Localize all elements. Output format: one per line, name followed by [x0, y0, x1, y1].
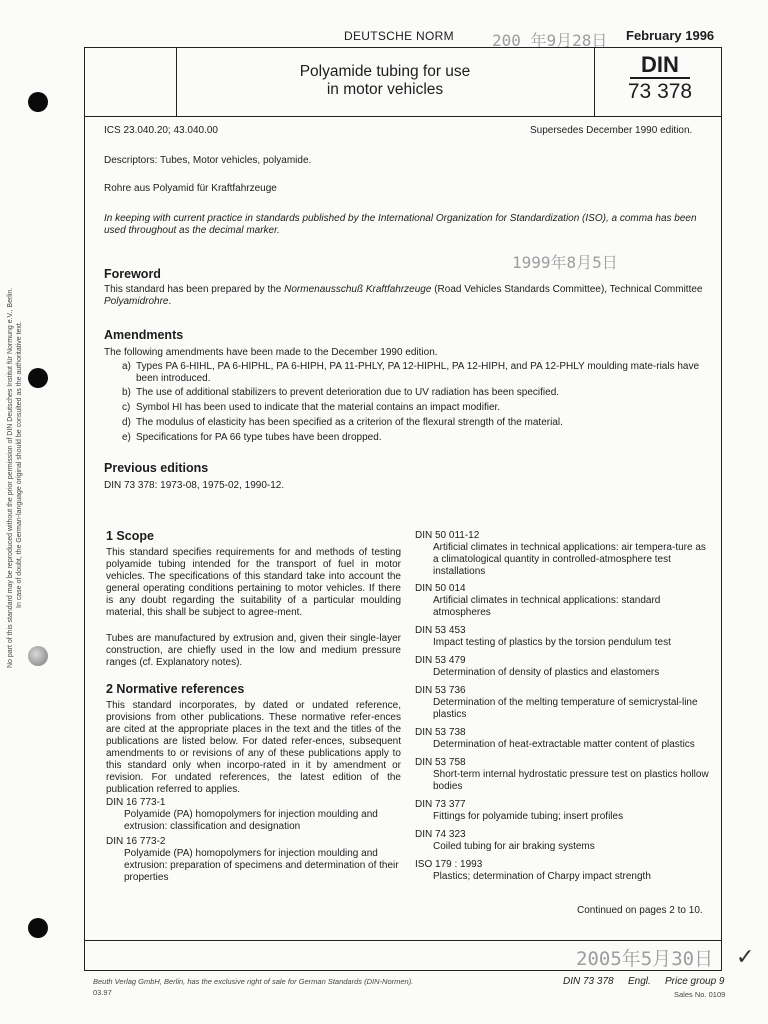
reference-code: DIN 16 773-2 [106, 836, 166, 847]
amendment-text: Types PA 6-HIHL, PA 6-HIPHL, PA 6-HIPH, PA 11-PHLY, PA 12-HIPHL, PA 12-HIPH, and PA 12-PHLY moulding mate-rials have been introduced. [136, 361, 700, 384]
iso-decimal-note: In keeping with current practice in standards published by the International Organization for Standardization (ISO), a comma has been used throughout as the decimal marker. [104, 213, 697, 236]
list-marker: e) [122, 432, 131, 443]
continuation-note: Continued on pages 2 to 10. [577, 905, 703, 916]
normative-references-heading: 2 Normative references [106, 682, 245, 696]
reference-din-50011-12 [415, 530, 710, 578]
german-title: Rohre aus Polyamid für Kraftfahrzeuge [104, 183, 277, 194]
reference-title: Determination of the melting temperature of semicrystal-line plastics [433, 697, 698, 720]
list-marker: a) [122, 361, 131, 372]
reference-din-53453 [415, 625, 710, 649]
received-stamp-bottom: 2005年5月30日 [576, 948, 714, 970]
reference-din-53758 [415, 757, 710, 793]
reference-code: DIN 53 479 [415, 655, 466, 666]
normative-references-intro: This standard incorporates, by dated or undated reference, provisions from other publications. These normative refer-ences are cited at the appropriate places in the text and the titles of the publications are listed below. For dated refer-ences, subsequent amendments to or revisions of any of these publications apply to this standard only when incorpo-rated in it by amendment or revision. For undated references, the latest edition of the publication referred to applies. [106, 700, 401, 795]
amendment-text: The modulus of elasticity has been specified as a criterion of the flexural strength of the material. [136, 417, 563, 428]
reference-title: Impact testing of plastics by the torsion pendulum test [433, 637, 671, 648]
reference-din-16773-1 [106, 797, 401, 833]
document-title: Polyamide tubing for use in motor vehicles [299, 63, 471, 98]
reference-din-53738 [415, 727, 710, 751]
footer-rule [84, 940, 722, 941]
reference-title: Coiled tubing for air braking systems [433, 841, 595, 852]
side-copyright-notice: No part of this standard may be reproduced without the prior permission of DIN Deutsches Institut für Normung e.V., Berlin. In case of doubt, the German-language original should be consulted as the authoritative text. [7, 287, 23, 668]
reference-title: Fittings for polyamide tubing; insert profiles [433, 811, 624, 822]
language-mark: Engl. [628, 976, 651, 987]
reference-code: DIN 50 014 [415, 583, 466, 594]
reference-din-73377 [415, 799, 710, 823]
list-marker: b) [122, 387, 131, 398]
previous-editions-text: DIN 73 378: 1973-08, 1975-02, 1990-12. [104, 480, 285, 491]
scope-heading: 1 Scope [106, 529, 154, 543]
reference-code: DIN 73 377 [415, 799, 466, 810]
binder-hole-3 [28, 646, 48, 666]
reference-title: Polyamide (PA) homopolymers for injection moulding and extrusion: preparation of specimens and determination of their properties [124, 848, 399, 883]
reference-title: Polyamide (PA) homopolymers for injection moulding and extrusion: classification and designation [124, 809, 378, 832]
reference-title: Short-term internal hydrostatic pressure test on plastics hollow bodies [433, 769, 709, 792]
reference-code: ISO 179 : 1993 [415, 859, 483, 870]
amendment-text: The use of additional stabilizers to prevent deterioration due to UV radiation has been specified. [136, 387, 560, 398]
descriptors: Descriptors: Tubes, Motor vehicles, polyamide. [104, 155, 312, 166]
amendment-item-d [122, 417, 710, 429]
received-stamp-top: 200 年9月28日 [492, 31, 608, 50]
amendment-text: Symbol HI has been used to indicate that the material contains an impact modifier. [136, 402, 501, 413]
reference-code: DIN 50 011-12 [415, 530, 480, 541]
header-divider-right [594, 47, 595, 116]
reference-title: Artificial climates in technical applications: standard atmospheres [433, 595, 661, 618]
reference-din-16773-2 [106, 836, 401, 884]
supersedes-note: Supersedes December 1990 edition. [530, 125, 693, 136]
amendment-text: Specifications for PA 66 type tubes have been dropped. [136, 432, 382, 443]
din-number: 73 378 [627, 80, 693, 103]
sales-number: Sales No. 0109 [674, 990, 726, 999]
reference-code: DIN 53 758 [415, 757, 466, 768]
binder-hole-2 [28, 368, 48, 388]
date-code: 03.97 [93, 988, 112, 997]
publisher-note: Beuth Verlag GmbH, Berlin, has the exclusive right of sale for German Standards (DIN-Normen). [93, 977, 414, 986]
received-stamp-right: 1999年8月5日 [512, 253, 618, 272]
amendment-item-b [122, 387, 710, 399]
amendment-item-a [122, 361, 710, 385]
issue-date: February 1996 [626, 28, 715, 43]
reference-din-53736 [415, 685, 710, 721]
previous-editions-heading: Previous editions [104, 461, 209, 475]
reference-din-74323 [415, 829, 710, 853]
amendments-intro: The following amendments have been made to the December 1990 edition. [104, 347, 438, 358]
scope-paragraph-1: This standard specifies requirements for and methods of testing polyamide tubing intended for the transport of fuel in motor vehicles. The specifications of this standard take into account the general operating conditions pertaining to motor vehicles. If there is any doubt regarding the suitability of a particular moulding material, this shall be subject to agree-ment. [106, 547, 401, 618]
price-group: Price group 9 [665, 976, 725, 987]
binder-hole-1 [28, 92, 48, 112]
ics-codes: ICS 23.040.20; 43.040.00 [104, 125, 218, 136]
list-marker: d) [122, 417, 131, 428]
reference-code: DIN 74 323 [415, 829, 466, 840]
reference-din-53479 [415, 655, 710, 679]
foreword-text: This standard has been prepared by the Normenausschuß Kraftfahrzeuge (Road Vehicles Standards Committee), Technical Committee Polyamidrohre. [104, 284, 703, 307]
reference-title: Determination of heat-extractable matter content of plastics [433, 739, 695, 750]
footer-doc-ref: DIN 73 378 [563, 976, 614, 987]
checkmark: ✓ [736, 944, 755, 969]
reference-code: DIN 16 773-1 [106, 797, 166, 808]
reference-iso-179 [415, 859, 710, 883]
list-marker: c) [122, 402, 131, 413]
reference-code: DIN 53 738 [415, 727, 466, 738]
amendment-item-c [122, 402, 710, 414]
amendment-item-e [122, 432, 710, 444]
scope-paragraph-2: Tubes are manufactured by extrusion and, given their single-layer construction, are chiefly used in the low and medium pressure ranges (cf. Explanatory notes). [106, 633, 401, 668]
reference-code: DIN 53 453 [415, 625, 466, 636]
binder-hole-4 [28, 918, 48, 938]
reference-code: DIN 53 736 [415, 685, 466, 696]
norm-label: DEUTSCHE NORM [344, 29, 454, 43]
amendments-heading: Amendments [104, 328, 184, 342]
reference-title: Plastics; determination of Charpy impact strength [433, 871, 651, 882]
reference-title: Determination of density of plastics and elastomers [433, 667, 660, 678]
foreword-heading: Foreword [104, 267, 161, 281]
header-rule [84, 116, 722, 117]
reference-title: Artificial climates in technical applications: air tempera-ture as a climatological quantity in controlled-atmosphere test installations [433, 542, 706, 577]
foreword-section [104, 267, 712, 308]
din-logo-label: DIN [630, 53, 690, 79]
reference-din-50014 [415, 583, 710, 619]
